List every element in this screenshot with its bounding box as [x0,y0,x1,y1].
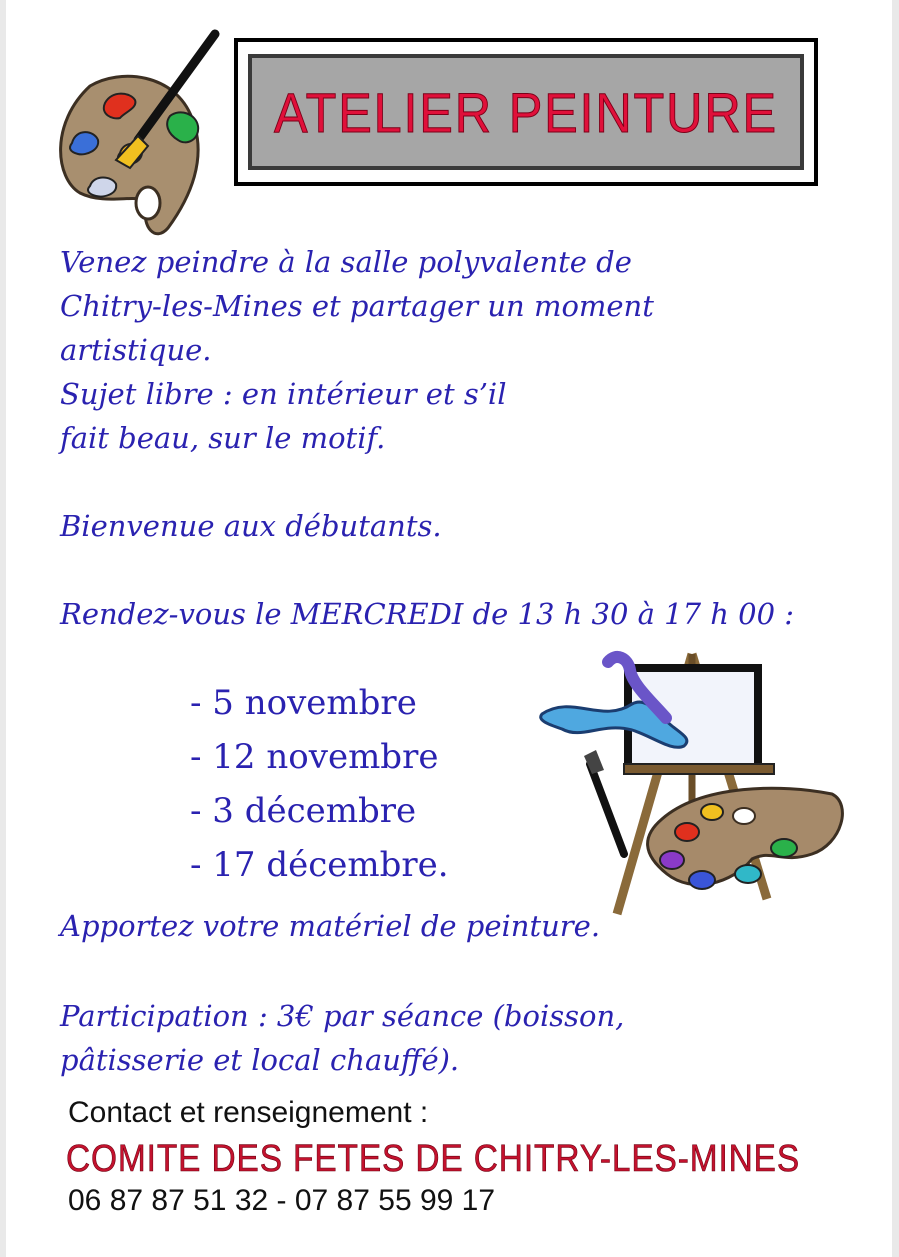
title-panel [248,54,804,170]
intro-line: Chitry-les-Mines et partager un moment [60,289,654,323]
intro-line: fait beau, sur le motif. [60,421,386,455]
intro-line: Venez peindre à la salle polyvalente de [60,245,632,279]
intro-line: artistique. [60,333,212,367]
intro-line: Sujet libre : en intérieur et s’il [60,377,507,411]
bring-material-text: Apportez votre matériel de peinture. [60,909,601,943]
contact-label: Contact et renseignement : [68,1096,429,1129]
welcome-text: Bienvenue aux débutants. [60,509,442,543]
organization-name: COMITE DES FETES DE CHITRY-LES-MINES [66,1138,801,1180]
palette-brush-icon [50,28,230,243]
page-title: ATELIER PEINTURE [274,80,778,144]
intro-paragraph [60,240,654,460]
date-item: - 12 novembre [190,737,439,777]
date-item: - 17 décembre. [190,845,449,885]
title-frame [234,38,818,186]
participation-line: pâtisserie et local chauffé). [60,1043,460,1077]
participation-paragraph [60,994,624,1082]
phone-numbers: 06 87 87 51 32 - 07 87 55 99 17 [68,1184,496,1217]
date-list [190,676,449,892]
participation-line: Participation : 3€ par séance (boisson, [60,999,625,1033]
flyer-page [6,0,892,1257]
rendezvous-text: Rendez-vous le MERCREDI de 13 h 30 à 17 h 00 : [60,597,795,631]
easel-palette-icon [532,644,852,924]
date-item: - 5 novembre [190,683,417,723]
date-item: - 3 décembre [190,791,417,831]
